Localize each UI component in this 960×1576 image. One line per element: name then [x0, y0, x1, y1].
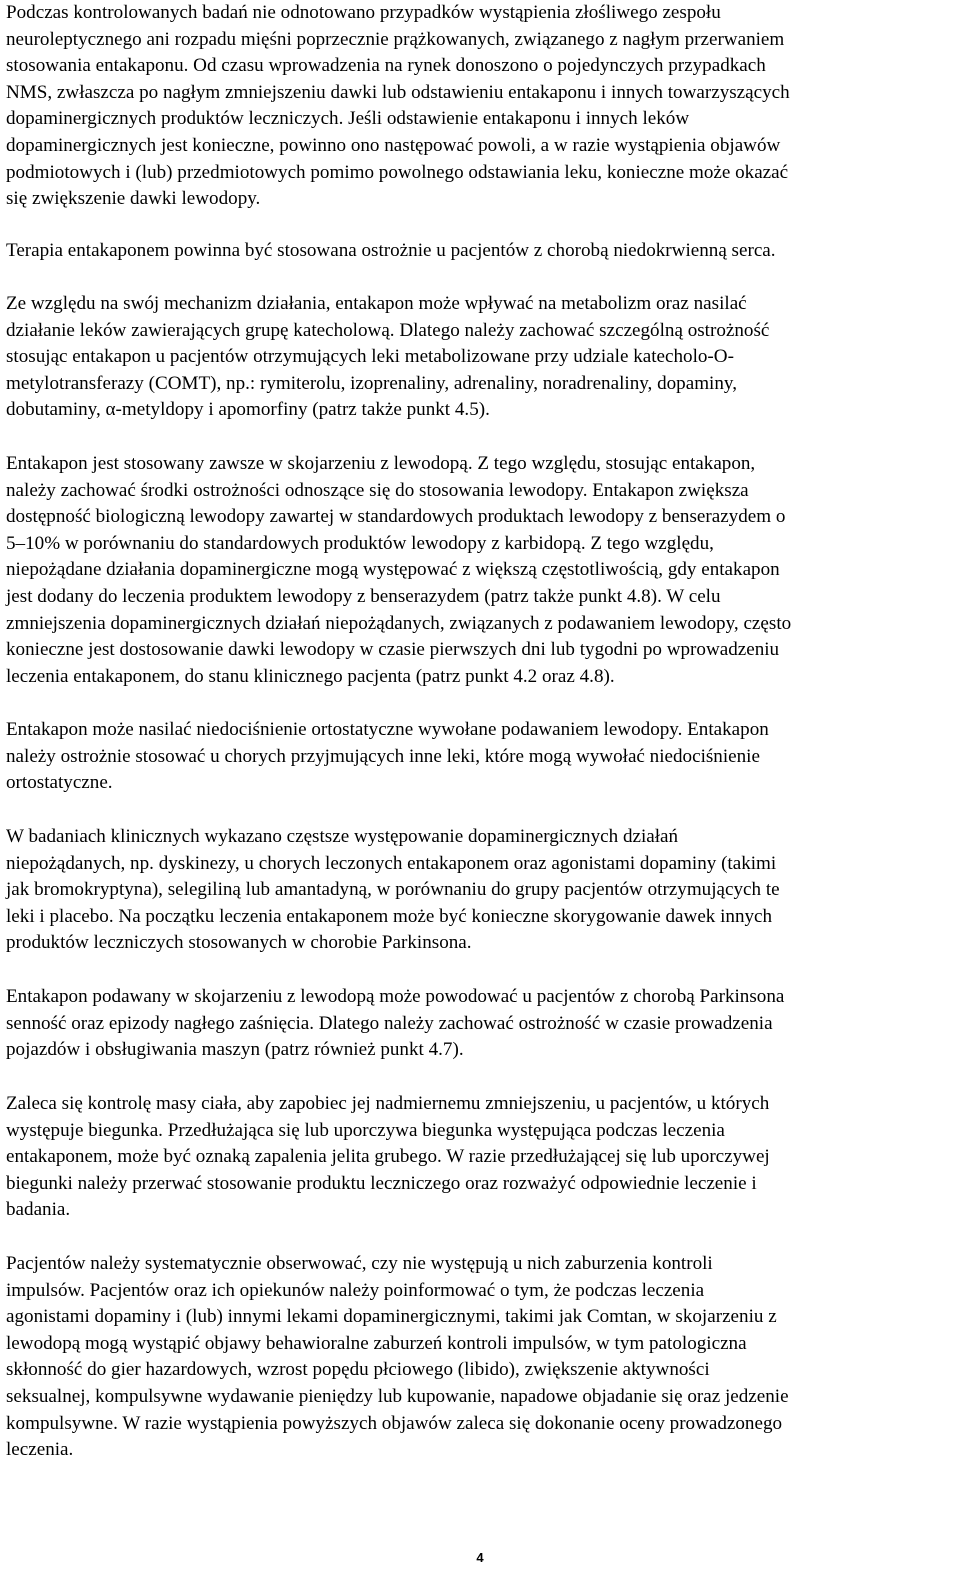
paragraph-diarrhea-weight: Zaleca się kontrolę masy ciała, aby zapobiec jej nadmiernemu zmniejszeniu, u pacjentów, u których występuje biegunka. Przedłużająca się lub uporczywa biegunka występująca podczas leczenia entakaponem, może być oznaką zapalenia jelita grubego. W razie przedłużającej się lub uporczywej biegunki należy przerwać stosowanie produktu leczniczego oraz rozważyć odpowiednie leczenie i badania.: [6, 1093, 770, 1221]
paragraph-impulse-control: Pacjentów należy systematycznie obserwować, czy nie występują u nich zaburzenia kontroli impulsów. Pacjentów oraz ich opiekunów należy poinformować o tym, że podczas leczenia agonistami dopaminy i (lub) innymi lekami dopaminergicznymi, takimi jak Comtan, w skojarzeniu z lewodopą mogą wystąpić objawy behawioralne zaburzeń kontroli impulsów, w tym patologiczna skłonność do gier hazardowych, wzrost popędu płciowego (libido), zwiększenie aktywności seksualnej, kompulsywne wydawanie pieniędzy lub kupowanie, napadowe objadanie się oraz jedzenie kompulsywne. W razie wystąpienia powyższych objawów zaleca się dokonanie oceny prowadzonego leczenia.: [6, 1253, 789, 1461]
paragraph-nms-warning: Podczas kontrolowanych badań nie odnotowano przypadków wystąpienia złośliwego zespołu neuroleptycznego ani rozpadu mięśni poprzecznie prążkowanych, związanego z nagłym przerwaniem stosowania entakaponu. Od czasu wprowadzenia na rynek donoszono o pojedynczych przypadkach NMS, zwłaszcza po nagłym zmniejszeniu dawki lub odstawieniu entakaponu i innych towarzyszących dopaminergicznych produktów leczniczych. Jeśli odstawienie entakaponu i innych leków dopaminergicznych jest konieczne, powinno ono następować powoli, a w razie wystąpienia objawów podmiotowych i (lub) przedmiotowych pomimo powolnego odstawiania leku, konieczne może okazać się zwiększenie dawki lewodopy.: [6, 2, 790, 210]
paragraph-somnolence-driving: Entakapon podawany w skojarzeniu z lewodopą może powodować u pacjentów z chorobą Parkinsona senność oraz epizody nagłego zaśnięcia. Dlatego należy zachować ostrożność w czasie prowadzenia pojazdów i obsługiwania maszyn (patrz również punkt 4.7).: [6, 986, 785, 1061]
paragraph-levodopa-combination: Entakapon jest stosowany zawsze w skojarzeniu z lewodopą. Z tego względu, stosując entakapon, należy zachować środki ostrożności odnoszące się do stosowania lewodopy. Entakapon zwiększa dostępność biologiczną lewodopy zawartej w standardowych produktach lewodopy z benserazydem o 5–10% w porównaniu do standardowych produktów lewodopy z karbidopą. Z tego względu, niepożądane działania dopaminergiczne mogą występować z większą częstotliwością, gdy entakapon jest dodany do leczenia produktem lewodopy z benserazydem (patrz także punkt 4.8). W celu zmniejszenia dopaminergicznych działań niepożądanych, związanych z podawaniem lewodopy, często konieczne jest dostosowanie dawki lewodopy w czasie pierwszych dni lub tygodni po wprowadzeniu leczenia entakaponem, do stanu klinicznego pacjenta (patrz punkt 4.2 oraz 4.8).: [6, 453, 792, 687]
page-number: 4: [476, 1550, 484, 1565]
paragraph-ischemic-heart-disease: Terapia entakaponem powinna być stosowana ostrożnie u pacjentów z chorobą niedokrwienną serca.: [6, 240, 776, 261]
paragraph-comt-metabolism: Ze względu na swój mechanizm działania, entakapon może wpływać na metabolizm oraz nasilać działanie leków zawierających grupę katecholową. Dlatego należy zachować szczególną ostrożność stosując entakapon u pacjentów otrzymujących leki metabolizowane przy udziale katecholo-O- metylotransferazy (COMT), np.: rymiterolu, izoprenaliny, adrenaliny, noradrenaliny, dopaminy, dobutaminy, α-metyldopy i apomorfiny (patrz także punkt 4.5).: [6, 293, 770, 421]
paragraph-dopaminergic-effects: W badaniach klinicznych wykazano częstsze występowanie dopaminergicznych działań niepożądanych, np. dyskinezy, u chorych leczonych entakaponem oraz agonistami dopaminy (takimi jak bromokryptyna), selegiliną lub amantadyną, w porównaniu do grupy pacjentów otrzymujących te leki i placebo. Na początku leczenia entakaponem może być konieczne skorygowanie dawek innych produktów leczniczych stosowanych w chorobie Parkinsona.: [6, 826, 780, 954]
paragraph-orthostatic-hypotension: Entakapon może nasilać niedociśnienie ortostatyczne wywołane podawaniem lewodopy. Entakapon należy ostrożnie stosować u chorych przyjmujących inne leki, które mogą wywołać niedociśnienie ortostatyczne.: [6, 719, 769, 794]
